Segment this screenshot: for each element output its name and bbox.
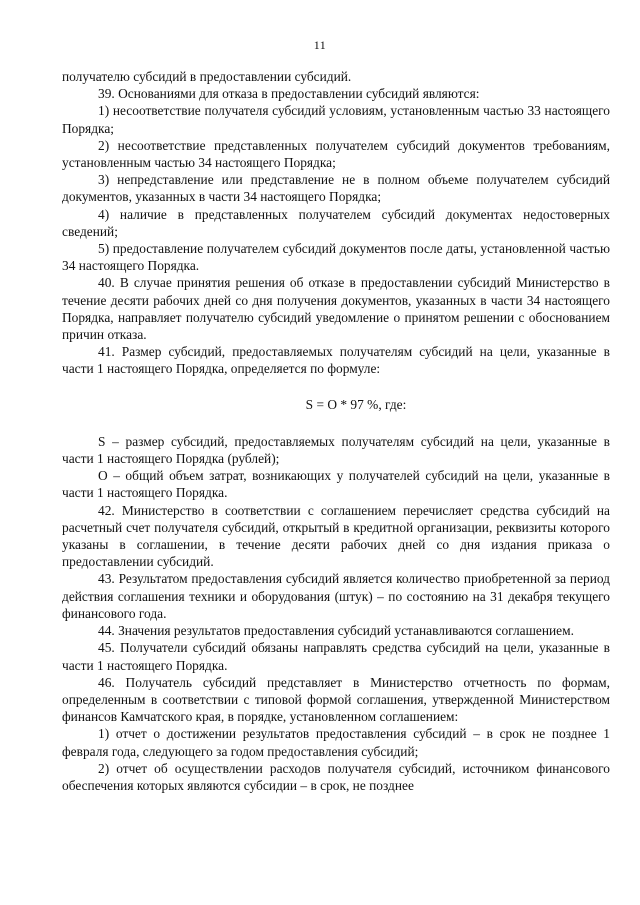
page-number: 11 xyxy=(313,38,327,52)
paragraph-44: 44. Значения результатов предоставления субсидий устанавливаются соглашением. xyxy=(98,623,574,639)
list-item-39-3: 3) непредставление или представление не в полном объеме получателем субсидий документов, указанных в части 34 настоящего Порядка; xyxy=(62,172,610,205)
list-item-46-2: 2) отчет об осуществлении расходов получателя субсидий, источником финансового обеспечения которых являются субсидии – в срок, не позднее xyxy=(62,760,610,793)
document-body xyxy=(62,68,610,794)
paragraph-continuation: получателю субсидий в предоставлении субсидий. xyxy=(62,69,352,84)
list-item-39-2: 2) несоответствие представленных получателем субсидий документов требованиям, установленным частью 34 настоящего Порядка; xyxy=(62,137,610,171)
formula: S = O * 97 %, где: xyxy=(305,396,407,412)
paragraph-42: 42. Министерство в соответствии с соглашением перечисляет средства субсидий на расчетный счет получателя субсидий, открытый в кредитной организации, реквизиты которого указаны в соглашении, в течение десяти рабочих дней со дня издания приказа о предоставлении субсидий. xyxy=(62,502,610,570)
definition-s: S – размер субсидий, предоставляемых получателям субсидий на цели, указанные в части 1 настоящего Порядка (рублей); xyxy=(62,433,610,467)
paragraph-45: 45. Получатели субсидий обязаны направлять средства субсидий на цели, указанные в части 1 настоящего Порядка. xyxy=(62,640,610,673)
definition-o: O – общий объем затрат, возникающих у получателей субсидий на цели, указанные в части 1 настоящего Порядка. xyxy=(62,468,610,501)
paragraph-39: 39. Основаниями для отказа в предоставлении субсидий являются: xyxy=(98,86,480,102)
list-item-39-1: 1) несоответствие получателя субсидий условиям, установленным частью 33 настоящего Порядка; xyxy=(62,103,610,136)
paragraph-43: 43. Результатом предоставления субсидий является количество приобретенной за период действия соглашения техники и оборудования (штук) – по состоянию на 31 декабря текущего финансового года. xyxy=(62,571,610,621)
paragraph-46: 46. Получатель субсидий представляет в Министерство отчетность по формам, определенным в соответствии с типовой формой соглашения, утвержденной Министерством финансов Камчатского края, в порядке, установленном соглашением: xyxy=(62,674,610,725)
list-item-39-5: 5) предоставление получателем субсидий документов после даты, установленной частью 34 настоящего Порядка. xyxy=(62,241,610,274)
paragraph-41: 41. Размер субсидий, предоставляемых получателям субсидий на цели, указанные в части 1 настоящего Порядка, определяется по формуле: xyxy=(62,344,610,377)
list-item-39-4: 4) наличие в представленных получателем субсидий документах недостоверных сведений; xyxy=(62,206,610,239)
paragraph-40: 40. В случае принятия решения об отказе в предоставлении субсидий Министерство в течение десяти рабочих дней со дня получения документов, указанных в части 34 настоящего Порядка, направляет получателю субсидий уведомление о принятом решении с обоснованием причин отказа. xyxy=(62,275,610,343)
list-item-46-1: 1) отчет о достижении результатов предоставления субсидий – в срок не позднее 1 февраля года, следующего за годом предоставления субсидий; xyxy=(62,726,610,759)
